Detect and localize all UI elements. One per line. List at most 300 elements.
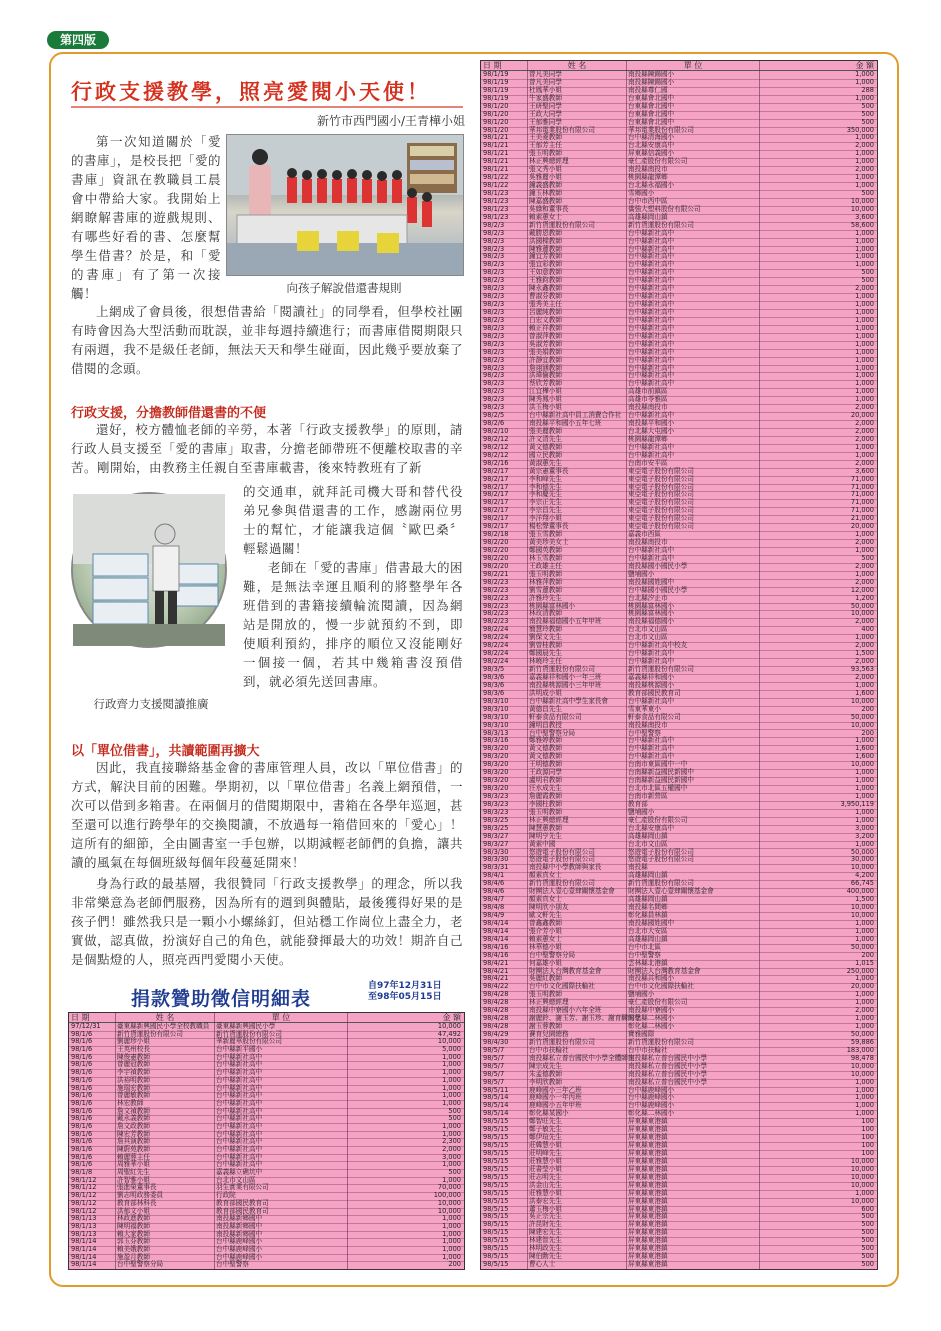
row-amount: 500: [448, 1168, 461, 1177]
row-date: 98/2/3: [483, 284, 505, 293]
row-unit: 新竹貨運股份有限公司: [628, 220, 694, 229]
row-name: 張介芳小姐: [529, 926, 562, 935]
row-name: 鄭伊瑄先生: [529, 1133, 562, 1142]
row-amount: 1,000: [855, 974, 874, 983]
row-amount: 1,000: [855, 1093, 874, 1102]
row-date: 98/5/15: [483, 1125, 509, 1134]
row-name: 曹心人士: [529, 1260, 556, 1269]
row-unit: 南投縣新鄉國中: [216, 1214, 263, 1223]
row-amount: 58,600: [850, 220, 874, 229]
row-date: 98/4/14: [483, 918, 509, 927]
row-unit: 南投縣: [628, 863, 648, 872]
row-unit: 南投縣南投市: [628, 165, 668, 174]
row-amount: 250,000: [846, 966, 874, 975]
row-unit: 台中縣新社高中: [628, 696, 675, 705]
row-unit: 新竹貨運股份有限公司: [628, 665, 694, 674]
row-amount: 1,000: [855, 546, 874, 555]
row-name: 張美娟教師: [529, 347, 562, 356]
row-date: 98/5/7: [483, 1053, 505, 1062]
row-name: 曹淑芬教師: [529, 292, 562, 301]
row-amount: 500: [861, 109, 874, 118]
row-unit: 南投縣南投市: [628, 403, 668, 412]
row-date: 98/3/27: [483, 839, 509, 848]
row-unit: 新竹貨運股份有限公司: [628, 879, 694, 888]
row-name: 詹麗霞教師: [529, 791, 562, 800]
row-amount: 500: [861, 1260, 874, 1269]
row-unit: 台北縣汐止市: [628, 593, 668, 602]
row-date: 98/5/15: [483, 1220, 509, 1229]
row-date: 98/2/24: [483, 625, 509, 634]
row-name: 李和德先生: [529, 482, 562, 491]
row-date: 98/2/3: [483, 347, 505, 356]
row-name: 新竹貨運股份有限公司: [529, 879, 595, 888]
row-unit: 南投縣桃源國小: [628, 680, 675, 689]
row-unit: 彰化縣員林鎮: [628, 910, 668, 919]
row-name: 吳麗紅教師: [529, 974, 562, 983]
row-date: 98/5/7: [483, 1069, 505, 1078]
row-unit: 雪鄉國小: [628, 189, 655, 197]
row-date: 98/3/10: [483, 712, 509, 721]
row-date: 98/2/3: [483, 339, 505, 348]
row-name: 陳建宏先生: [529, 1228, 562, 1237]
row-unit: 台中縣新社高中: [628, 355, 675, 364]
row-date: 98/3/5: [483, 665, 505, 674]
row-unit: 豪仁產股份有限公司: [628, 998, 688, 1007]
row-amount: 20,000: [850, 522, 874, 531]
row-name: 王明德教師: [529, 760, 562, 769]
row-date: 98/3/13: [483, 728, 509, 737]
row-name: 許文清先生: [529, 434, 562, 443]
row-amount: 50,000: [850, 712, 874, 721]
row-name: 台中縣新社高中學生家長會: [529, 696, 609, 705]
row-unit: 華新麗華股份有限公司: [216, 1037, 282, 1046]
row-unit: 軒泰食品有限公司: [628, 712, 681, 721]
row-name: 南投縣桃源國小三年甲班: [529, 680, 602, 689]
row-amount: 500: [861, 1228, 874, 1237]
row-amount: 2,000: [855, 657, 874, 666]
row-unit: 台中縣新社高中: [628, 371, 675, 380]
row-unit: 桃園縣龍潭鄉: [628, 434, 668, 443]
row-amount: 1,000: [855, 308, 874, 316]
row-unit: 僑強大塑料股份有限公司: [628, 204, 701, 213]
row-name: 華邦電業股份有限公司: [529, 125, 595, 134]
row-unit: 屏東縣東港鎮: [628, 1260, 668, 1269]
row-name: 黃德昌先生: [529, 704, 562, 713]
row-date: 98/3/20: [483, 760, 509, 769]
row-date: 98/2/23: [483, 601, 509, 610]
row-name: 劉志明政務委員: [117, 1191, 164, 1200]
row-name: 南投縣私立普台國民中小學全體師生: [529, 1053, 635, 1062]
row-date: 98/1/20: [483, 101, 509, 110]
row-date: 98/3/10: [483, 720, 509, 729]
row-name: 張美麗教師: [529, 427, 562, 436]
row-amount: 1,000: [855, 244, 874, 253]
row-date: 98/1/6: [71, 1145, 93, 1153]
row-amount: 4,200: [855, 871, 874, 880]
row-date: 98/1/6: [71, 1052, 93, 1061]
row-unit: 南投縣共和國小: [628, 974, 675, 983]
row-amount: 1,000: [855, 149, 874, 158]
row-unit: 新竹貨運股份有限公司: [216, 1029, 282, 1038]
row-name: 鄭雅婷教師: [529, 736, 562, 745]
row-unit: 東亞電子股份有限公司: [628, 522, 694, 531]
row-name: 簡慧玲教師: [529, 625, 562, 634]
row-name: 謝麗鈴、謝玉芳、謝玉珍、謝育麟同學: [529, 1014, 642, 1023]
row-amount: 1,000: [442, 1091, 461, 1100]
row-unit: 教育部國民教育司: [216, 1198, 269, 1207]
row-unit: 南投縣私立普台國民中小學: [628, 1069, 708, 1078]
row-amount: 500: [861, 553, 874, 562]
row-unit: 台中縣新社高中: [628, 339, 675, 348]
row-unit: 雲林縣北港鎮: [628, 958, 668, 967]
row-date: 98/4/8: [483, 903, 505, 912]
row-name: 台中市文化國際扶輪社: [529, 982, 595, 991]
row-unit: 南投縣南投市: [628, 538, 668, 547]
row-date: 98/5/15: [483, 1252, 509, 1261]
row-amount: 1,000: [855, 236, 874, 245]
row-unit: 台中縣新社高中: [628, 347, 675, 356]
row-name: 新竹貨運股份有限公司: [529, 665, 595, 674]
row-date: 98/2/6: [483, 419, 505, 428]
row-amount: 400: [861, 625, 874, 634]
row-amount: 2,000: [855, 427, 874, 436]
row-date: 98/4/22: [483, 982, 509, 991]
row-date: 98/1/6: [71, 1068, 93, 1077]
row-unit: 行政院: [216, 1191, 236, 1200]
row-unit: 羽生實業有限公司: [216, 1183, 269, 1192]
row-name: 洪金山先生: [529, 1180, 562, 1189]
row-unit: 南投縣新鄉國中: [216, 1229, 263, 1238]
row-name: 劉麗珍小姐: [117, 1037, 150, 1046]
row-unit: 桃園縣富林國小: [628, 609, 675, 618]
row-name: 周雅華小姐: [117, 1160, 150, 1169]
row-unit: 台中縣鹿峰國小: [628, 1085, 675, 1094]
row-amount: 200: [861, 728, 874, 737]
row-name: 鹿峰國小三年乙班: [529, 1085, 582, 1094]
row-amount: 1,000: [855, 157, 874, 166]
row-date: 98/5/15: [483, 1180, 509, 1189]
row-name: 詹翊涵教師: [529, 363, 562, 372]
row-amount: 183,000: [846, 1045, 874, 1054]
row-unit: 台中市扶輪社: [628, 1045, 668, 1054]
row-date: 98/2/3: [483, 395, 505, 404]
row-amount: 2,000: [855, 403, 874, 412]
row-date: 98/2/18: [483, 530, 509, 539]
row-date: 98/1/19: [483, 93, 509, 102]
row-date: 98/2/3: [483, 363, 505, 372]
row-amount: 500: [861, 1236, 874, 1245]
row-unit: 台北市大安區: [628, 926, 668, 935]
row-name: 張宜彩教師: [529, 260, 562, 269]
row-name: 王研聖同學: [529, 101, 562, 110]
paragraph-1: 第一次知道關於「愛的書庫」，是校長把「愛的書庫」資訊在教職員工晨會中帶給大家。我開始上網瞭解書庫的遊戲規則、有哪些好看的書、怎麼幫學生借書？於是，和「愛的書庫」有了第一次接觸！: [71, 134, 221, 301]
row-amount: 1,000: [442, 1129, 461, 1138]
row-unit: 南投縣陳錫國小: [628, 70, 675, 78]
row-date: 98/1/23: [483, 196, 509, 205]
row-unit: 屏東縣東港鎮: [628, 1204, 668, 1213]
row-name: 陳伯勳先生: [529, 1252, 562, 1261]
row-unit: 台北市北區五權國中: [628, 784, 688, 793]
row-unit: 南投縣陳錫國小: [628, 77, 675, 86]
row-amount: 21,000: [850, 514, 874, 523]
row-date: 98/2/20: [483, 546, 509, 555]
row-name: 莊書瑩小姐: [529, 1164, 562, 1173]
row-date: 98/2/23: [483, 585, 509, 594]
row-date: 98/4/7: [483, 895, 505, 904]
row-name: 施瑞宏教師: [117, 1083, 150, 1092]
row-unit: 台中縣新社高中: [628, 252, 675, 261]
row-date: 97/12/31: [71, 1022, 101, 1030]
row-name: 陳雅蓮教師: [529, 244, 562, 253]
row-date: 98/2/3: [483, 323, 505, 332]
row-date: 98/3/20: [483, 752, 509, 761]
row-date: 98/5/15: [483, 1236, 509, 1245]
row-name: 李洋翔小姐: [529, 514, 562, 523]
row-amount: 1,015: [855, 958, 874, 967]
row-unit: 南投縣國姓國中: [628, 918, 675, 927]
row-name: 劉雪蓮教師: [529, 585, 562, 594]
row-date: 98/2/3: [483, 331, 505, 340]
row-unit: 教育部國民教育司: [628, 688, 681, 697]
row-date: 98/1/23: [483, 212, 509, 221]
row-unit: 台中縣國小國民小學: [628, 585, 688, 594]
row-unit: 高雄市苓雅區: [628, 395, 668, 404]
row-date: 98/2/3: [483, 379, 505, 388]
row-name: 莊明峰先生: [529, 1148, 562, 1157]
row-name: 國立民教師: [529, 450, 562, 459]
row-unit: 台北縣安康高中: [628, 823, 675, 832]
row-amount: 71,000: [850, 482, 874, 491]
row-amount: 10,000: [437, 1206, 461, 1215]
row-name: 陳永鑫教師: [529, 284, 562, 293]
row-amount: 1,000: [855, 768, 874, 777]
row-amount: 1,000: [855, 1077, 874, 1086]
row-unit: 台中縣新社高中: [216, 1152, 263, 1161]
row-name: 林明政先生: [529, 1244, 562, 1253]
row-unit: 台東縣會北國中: [628, 117, 675, 126]
row-amount: 3,600: [855, 212, 874, 221]
row-name: 洪瑋倫教師: [529, 371, 562, 380]
row-date: 98/2/23: [483, 609, 509, 618]
row-amount: 93,563: [850, 665, 874, 674]
row-name: 張玉明教師: [529, 149, 562, 158]
row-name: 歐文軒先生: [529, 910, 562, 919]
row-amount: 10,000: [850, 609, 874, 618]
row-unit: 台中縣新社高中: [216, 1121, 263, 1130]
row-unit: 台中縣新社高中: [628, 736, 675, 745]
row-amount: 2,000: [855, 141, 874, 150]
row-name: 賴素蕙女士: [529, 212, 562, 221]
row-amount: 1,000: [855, 181, 874, 190]
row-date: 98/1/6: [71, 1083, 93, 1092]
row-amount: 10,000: [850, 1180, 874, 1189]
row-date: 98/5/11: [483, 1085, 509, 1094]
row-date: 98/2/21: [483, 569, 509, 578]
row-unit: 台北縣安康高中: [628, 141, 675, 150]
row-date: 98/2/17: [483, 498, 509, 507]
title-divider: [71, 106, 463, 108]
row-name: 王美菱教師: [529, 133, 562, 142]
row-date: 98/2/17: [483, 482, 509, 491]
row-amount: 500: [861, 101, 874, 110]
row-date: 98/1/21: [483, 141, 509, 150]
row-name: 新竹貨運股份有限公司: [117, 1029, 183, 1038]
row-unit: 屏東縣東港鎮: [628, 1172, 668, 1181]
row-amount: 2,000: [855, 434, 874, 443]
row-date: 98/1/22: [483, 173, 509, 182]
row-amount: 20,000: [850, 411, 874, 420]
row-date: 98/1/6: [71, 1075, 93, 1084]
row-amount: 100,000: [433, 1191, 461, 1200]
row-unit: 南投縣南投市: [628, 720, 668, 729]
row-amount: 1,000: [855, 347, 874, 356]
row-date: 98/3/6: [483, 688, 505, 697]
row-amount: 10,000: [850, 196, 874, 205]
row-unit: 台南市安平區: [628, 458, 668, 467]
row-name: 白宏文教師: [529, 315, 562, 324]
row-amount: 1,000: [855, 1188, 874, 1197]
row-amount: 1,000: [442, 1214, 461, 1223]
row-unit: 台北市文山區: [628, 839, 668, 848]
row-unit: 東亞電子股份有限公司: [628, 506, 694, 515]
row-name: 李宇禎教師: [117, 1068, 150, 1077]
row-unit: 台中縣新社高中: [628, 308, 675, 316]
row-amount: 10,000: [850, 863, 874, 872]
row-name: 賴美娥教師: [117, 1244, 150, 1253]
row-amount: 1,000: [855, 379, 874, 388]
row-date: 98/1/22: [483, 181, 509, 190]
row-unit: 豪仁產股份有限公司: [628, 157, 688, 166]
row-name: 王政大同學: [529, 109, 562, 118]
row-date: 98/5/15: [483, 1141, 509, 1150]
row-name: 戴永義教師: [117, 1114, 150, 1123]
row-name: 陳明福教師: [117, 1221, 150, 1230]
row-name: 南投縣中寮國小六年全班: [529, 1006, 602, 1015]
row-amount: 98,478: [850, 1053, 874, 1062]
row-name: 呂麗純教師: [529, 308, 562, 316]
row-date: 98/2/23: [483, 617, 509, 626]
row-date: 98/3/10: [483, 704, 509, 713]
row-unit: 台中縣新社高中: [628, 284, 675, 293]
row-unit: 財團法人台灣教育基金會: [628, 966, 701, 975]
row-date: 98/2/24: [483, 633, 509, 642]
row-unit: 台中縣新社高中: [216, 1052, 263, 1061]
row-name: 林宏教師: [117, 1098, 144, 1107]
row-date: 98/3/30: [483, 855, 509, 864]
row-date: 98/1/20: [483, 125, 509, 134]
row-date: 98/4/28: [483, 1022, 509, 1031]
row-date: 98/4/16: [483, 950, 509, 959]
row-unit: 屏東縣東港鎮: [628, 1228, 668, 1237]
classroom-photo-illustration: [227, 135, 463, 275]
row-amount: 10,000: [850, 204, 874, 213]
row-name: 鄭子敏先生: [529, 1125, 562, 1134]
row-amount: 1,000: [855, 363, 874, 372]
row-amount: 50,000: [850, 601, 874, 610]
paragraph-4: 的交通車，就拜託司機大哥和替代役弟兄參與借還書的工作，感謝兩位男士的幫忙，才能讓我這個〝歐巴桑〞輕鬆過關！: [243, 484, 463, 556]
row-name: 許雅玲先生: [529, 593, 562, 602]
header-date: 日 期: [483, 61, 502, 70]
row-amount: 100: [861, 1125, 874, 1134]
row-name: 桃園縣富林國小: [529, 601, 576, 610]
row-date: 98/4/28: [483, 990, 509, 999]
row-unit: 屏東縣東港鎮: [628, 1180, 668, 1189]
row-unit: 台中縣新社高中: [628, 315, 675, 324]
row-unit: 屏東縣東港鎮: [628, 1148, 668, 1157]
row-amount: 10,000: [850, 1164, 874, 1173]
row-name: 許智雅小姐: [117, 1175, 150, 1184]
row-name: 彰化縣某國小: [529, 1109, 569, 1118]
row-unit: 南投縣名間鄉: [628, 903, 668, 912]
row-name: 陳俊憲教師: [117, 1052, 150, 1061]
row-amount: 1,000: [442, 1083, 461, 1092]
row-date: 98/2/17: [483, 474, 509, 483]
row-unit: 南投縣國姓國中: [628, 577, 675, 586]
row-amount: 59,886: [850, 1037, 874, 1046]
row-amount: 1,000: [855, 70, 874, 78]
row-amount: 1,000: [855, 926, 874, 935]
row-name: 王雅鈞教師: [529, 276, 562, 285]
row-amount: 100: [861, 1148, 874, 1157]
row-amount: 1,000: [855, 998, 874, 1007]
table-row: [481, 1261, 877, 1270]
row-unit: 鹽埔國小: [628, 569, 655, 578]
row-date: 98/1/8: [71, 1168, 93, 1177]
row-name: 林玉雪教師: [529, 553, 562, 562]
row-date: 98/3/20: [483, 744, 509, 753]
row-date: 98/4/6: [483, 879, 505, 888]
row-name: 戴勝恩教師: [529, 228, 562, 237]
row-date: 98/1/13: [71, 1221, 97, 1230]
row-unit: 台中縣新社高中: [628, 323, 675, 332]
row-name: 王郁芳主任: [529, 141, 562, 150]
row-amount: 1,000: [855, 395, 874, 404]
row-unit: 屏東縣信義國小: [628, 149, 675, 158]
row-unit: 台中縣新社高中: [628, 292, 675, 301]
row-unit: 台中縣新社高中: [216, 1137, 263, 1146]
row-amount: 1,000: [855, 260, 874, 269]
row-date: 98/1/12: [71, 1183, 97, 1192]
article-title: 行政支援教學，照亮愛閱小天使！: [71, 79, 431, 104]
row-date: 98/5/15: [483, 1133, 509, 1142]
row-date: 98/2/3: [483, 371, 505, 380]
row-unit: 台南縣新益國民新國中: [628, 776, 694, 785]
row-date: 98/1/14: [71, 1244, 97, 1253]
row-name: 林華德小姐: [529, 942, 562, 951]
row-date: 98/5/7: [483, 1077, 505, 1086]
row-date: 98/4/29: [483, 1029, 509, 1038]
row-date: 98/3/30: [483, 847, 509, 856]
row-date: 98/1/21: [483, 149, 509, 158]
subheading-2: 以「單位借書」，共讀範圍再擴大: [71, 744, 260, 759]
row-name: 江宜樺小姐: [529, 387, 562, 396]
row-unit: 台中縣鹿峰國小: [216, 1244, 263, 1253]
row-amount: 1,200: [855, 593, 874, 602]
row-amount: 1,000: [442, 1229, 461, 1238]
row-date: 98/5/15: [483, 1172, 509, 1181]
row-date: 98/5/15: [483, 1117, 509, 1126]
row-unit: 鹽埔國小: [628, 990, 655, 999]
row-unit: 悠遊電子股份有限公司: [628, 855, 694, 864]
row-unit: 東亞電子股份有限公司: [628, 482, 694, 491]
row-unit: 台中縣鹿峰國小: [216, 1237, 263, 1246]
row-name: 王郁雅同學: [529, 117, 562, 126]
row-amount: 10,000: [850, 910, 874, 919]
row-date: 98/1/21: [483, 133, 509, 142]
row-name: 張玉雪教師: [529, 530, 562, 539]
row-unit: 東亞電子股份有限公司: [628, 466, 694, 475]
row-name: 洪明成小姐: [529, 688, 562, 697]
